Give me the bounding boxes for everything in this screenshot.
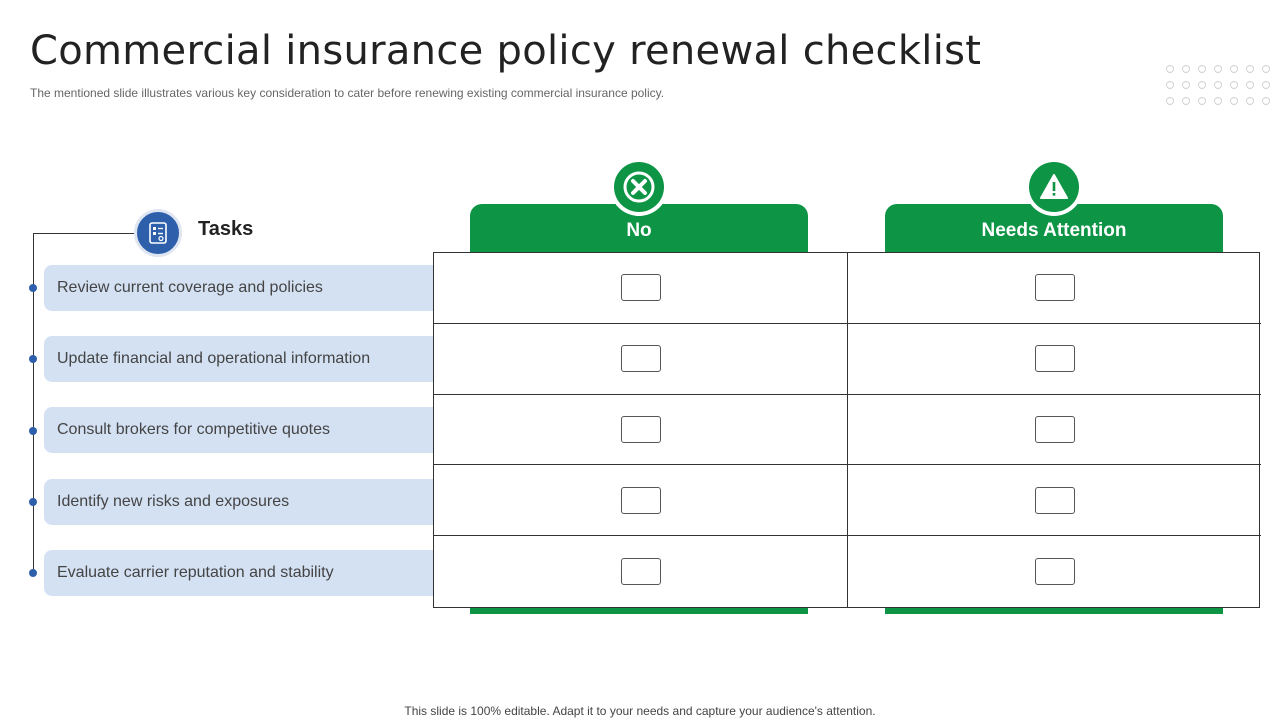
column-header-needs-attention: Needs Attention: [885, 204, 1223, 252]
grid-cell: [848, 324, 1261, 395]
checkbox-no-2[interactable]: [621, 345, 661, 372]
page-title: Commercial insurance policy renewal checklist: [30, 28, 982, 74]
grid-cell: [434, 395, 848, 466]
task-item-1: Review current coverage and policies: [44, 265, 434, 311]
task-item-5: Evaluate carrier reputation and stability: [44, 550, 434, 596]
tasks-header-connector: [33, 233, 137, 234]
page-subtitle: The mentioned slide illustrates various key consideration to cater before renewing existing commercial insurance policy.: [30, 86, 665, 100]
task-item-2: Update financial and operational information: [44, 336, 434, 382]
checkbox-needs-attention-5[interactable]: [1035, 558, 1075, 585]
grid-cell: [434, 253, 848, 324]
task-item-4: Identify new risks and exposures: [44, 479, 434, 525]
column-header-no: No: [470, 204, 808, 252]
checkbox-no-3[interactable]: [621, 416, 661, 443]
task-bullet: [29, 569, 37, 577]
checkbox-no-1[interactable]: [621, 274, 661, 301]
checklist-icon: [134, 209, 182, 257]
checkbox-needs-attention-2[interactable]: [1035, 345, 1075, 372]
grid-cell: [848, 536, 1261, 607]
checkbox-needs-attention-4[interactable]: [1035, 487, 1075, 514]
task-bullet: [29, 355, 37, 363]
checklist-grid: [433, 252, 1260, 608]
warning-icon: [1025, 158, 1083, 216]
checkbox-no-4[interactable]: [621, 487, 661, 514]
grid-cell: [848, 253, 1261, 324]
x-circle-icon: [610, 158, 668, 216]
task-bullet: [29, 427, 37, 435]
grid-cell: [434, 536, 848, 607]
tasks-heading: Tasks: [198, 218, 254, 240]
footer-note: This slide is 100% editable. Adapt it to your needs and capture your audience's attention.: [404, 704, 876, 718]
task-item-3: Consult brokers for competitive quotes: [44, 407, 434, 453]
grid-cell: [434, 324, 848, 395]
grid-cell: [434, 465, 848, 536]
grid-cell: [848, 465, 1261, 536]
task-bullet: [29, 498, 37, 506]
checkbox-needs-attention-3[interactable]: [1035, 416, 1075, 443]
task-bullet: [29, 284, 37, 292]
grid-cell: [848, 395, 1261, 466]
checkbox-no-5[interactable]: [621, 558, 661, 585]
decorative-dot-grid: [1166, 65, 1270, 105]
checkbox-needs-attention-1[interactable]: [1035, 274, 1075, 301]
